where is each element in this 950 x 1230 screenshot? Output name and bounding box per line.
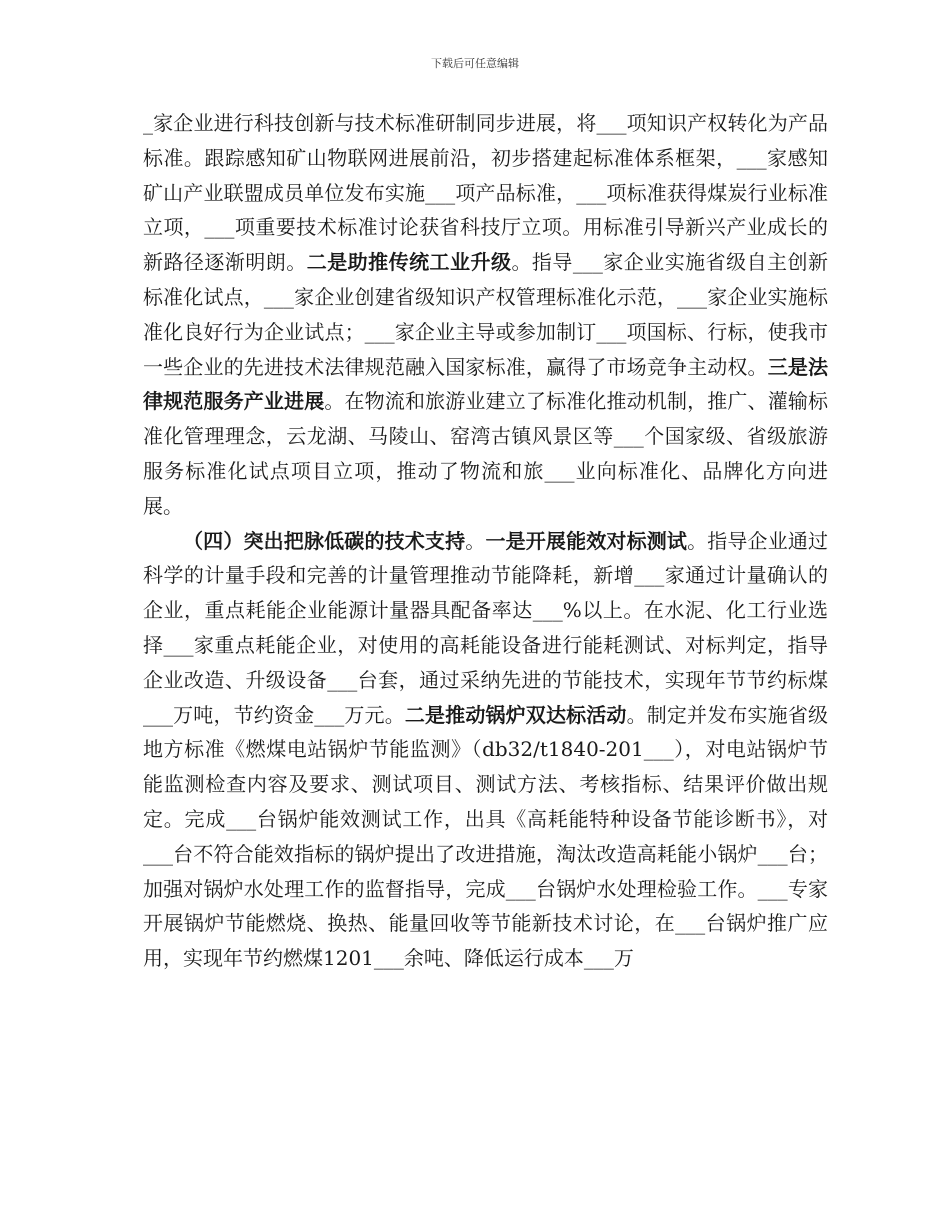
bold-heading: 三是法律规范服务产业进展 bbox=[143, 354, 829, 414]
text-run: 。指导企业通过科学的计量手段和完善的计量管理推动节能降耗，新增___家通过计量确认的企业，重点耗能企业能源计量器具配备率达___%以上。在水泥、化工行业选择___家重点耗能企业，对使用的高耗能设备进行能耗测试、对标判定，指导企业改造、升级设备___台套，通过采纳先进的节能技术，实现年节节约标煤___万吨，节约资金___万元。 bbox=[143, 528, 829, 727]
bold-heading: 一是开展能效对标测试 bbox=[485, 528, 688, 553]
bold-heading: 二是助推传统工业升级 bbox=[306, 250, 512, 275]
paragraph bbox=[143, 106, 828, 524]
text-run: 。制定并发布实施省级地方标准《燃煤电站锅炉节能监测》（db32/t1840-201___），对电站锅炉节能监测检查内容及要求、测试项目、测试方法、考核指标、结果评价做出规定。完成___台锅炉能效测试工作，出具《高耗能特种设备节能诊断书》，对___台不符合能效指标的锅炉提出了改进措施，淘汰改造高耗能小锅炉___台；加强对锅炉水处理工作的监督指导，完成___台锅炉水处理检验工作。___专家开展锅炉节能燃烧、换热、能量回收等节能新技术讨论，在___台锅炉推广应用，实现年节约燃煤1201___余吨、降低运行成本___万 bbox=[143, 702, 828, 971]
text-run: 。 bbox=[465, 528, 486, 553]
paragraph bbox=[143, 524, 828, 976]
text-run: _家企业进行科技创新与技术标准研制同步进展，将___项知识产权转化为产品标准。跟踪感知矿山物联网进展前沿，初步搭建起标准体系框架，___家感知矿山产业联盟成员单位发布实施___项产品标准，___项标准获得煤炭行业标准立项，___项重要技术标准讨论获省科技厅立项。用标准引导新兴产业成长的新路径逐渐明朗。 bbox=[143, 111, 828, 275]
document-body bbox=[143, 106, 828, 976]
page-header: 下载后可任意编辑 bbox=[431, 57, 519, 70]
text-run: 。指导___家企业实施省级自主创新标准化试点，___家企业创建省级知识产权管理标准化示范，___家企业实施标准化良好行为企业试点；___家企业主导或参加制订___项国标、行标，使我市一些企业的先进技术法律规范融入国家标准，赢得了市场竞争主动权。 bbox=[143, 250, 828, 379]
bold-heading: 二是推动锅炉双达标活动 bbox=[404, 702, 627, 727]
section-heading: （四）突出把脉低碳的技术支持 bbox=[183, 528, 466, 553]
text-run: 。在物流和旅游业建立了标准化推动机制，推广、灌输标准化管理理念，云龙湖、马陵山、窑湾古镇风景区等___个国家级、省级旅游服务标准化试点项目立项，推动了物流和旅___业向标准化、品牌化方向进展。 bbox=[143, 389, 829, 518]
